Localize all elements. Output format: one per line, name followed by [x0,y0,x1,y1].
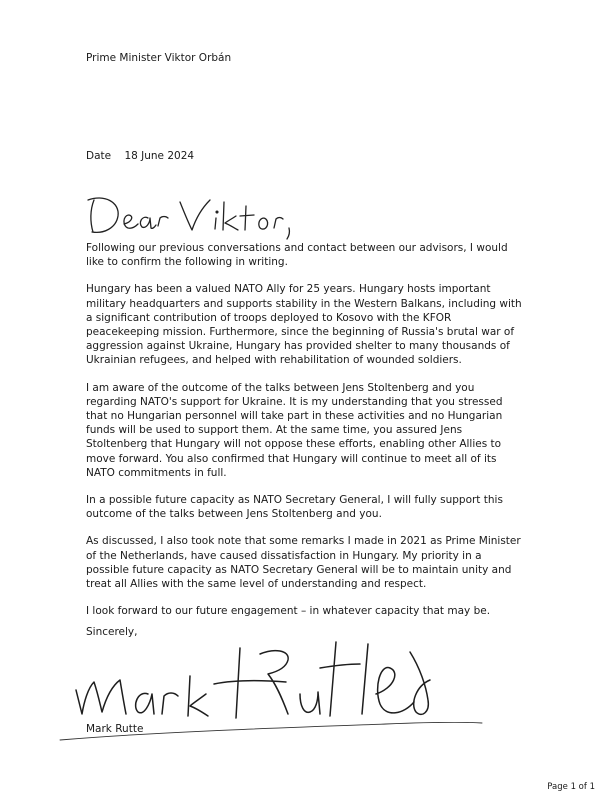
recipient-line: Prime Minister Viktor Orbán [86,52,232,64]
salutation-text: Dear Viktor, [84,188,90,189]
handwritten-salutation [84,188,314,244]
date-label: Date [86,150,112,162]
closing-line: Sincerely, [86,626,138,638]
body-paragraph: In a possible future capacity as NATO Secretary General, I will fully support this outcome of the talks between Jens Stoltenberg and you. [86,494,503,521]
date-value: 18 June 2024 [124,150,195,162]
letter-body [86,241,526,631]
signer-name: Mark Rutte [86,723,144,735]
page-number: Page 1 of 1 [547,782,595,792]
date-line [86,150,194,162]
body-paragraph: I am aware of the outcome of the talks between Jens Stoltenberg and you regarding NATO's support for Ukraine. It is my understanding that you stressed that no Hungarian personnel will take part in these activities and no Hungarian funds will be used to support them. At the same time, you assured Jens Stoltenberg that Hungary will not oppose these efforts, enabling other Allies to move forward. You also confirmed that Hungary will continue to meet all of its NATO commitments in full. [86,381,503,479]
body-paragraph: I look forward to our future engagement – in whatever capacity that may be. [86,605,491,618]
body-paragraph: Following our previous conversations and contact between our advisors, I would like to confirm the following in writing. [86,242,508,269]
body-paragraph: As discussed, I also took note that some remarks I made in 2021 as Prime Minister of the Netherlands, have caused dissatisfaction in Hungary. My priority in a possible future capacity as NATO Secretary General will be to maintain unity and treat all Allies with the same level of understanding and respect. [86,535,521,591]
body-paragraph: Hungary has been a valued NATO Ally for 25 years. Hungary hosts important military headquarters and supports stability in the Western Balkans, including with a significant contribution of troops deployed to Kosovo with the KFOR peacekeeping mission. Furthermore, since the beginning of Russia's brutal war of aggression against Ukraine, Hungary has provided shelter to many thousands of Ukrainian refugees, and helped with rehabilitation of wounded soldiers. [86,283,522,367]
signature-text: Mark Rutte [64,628,70,629]
